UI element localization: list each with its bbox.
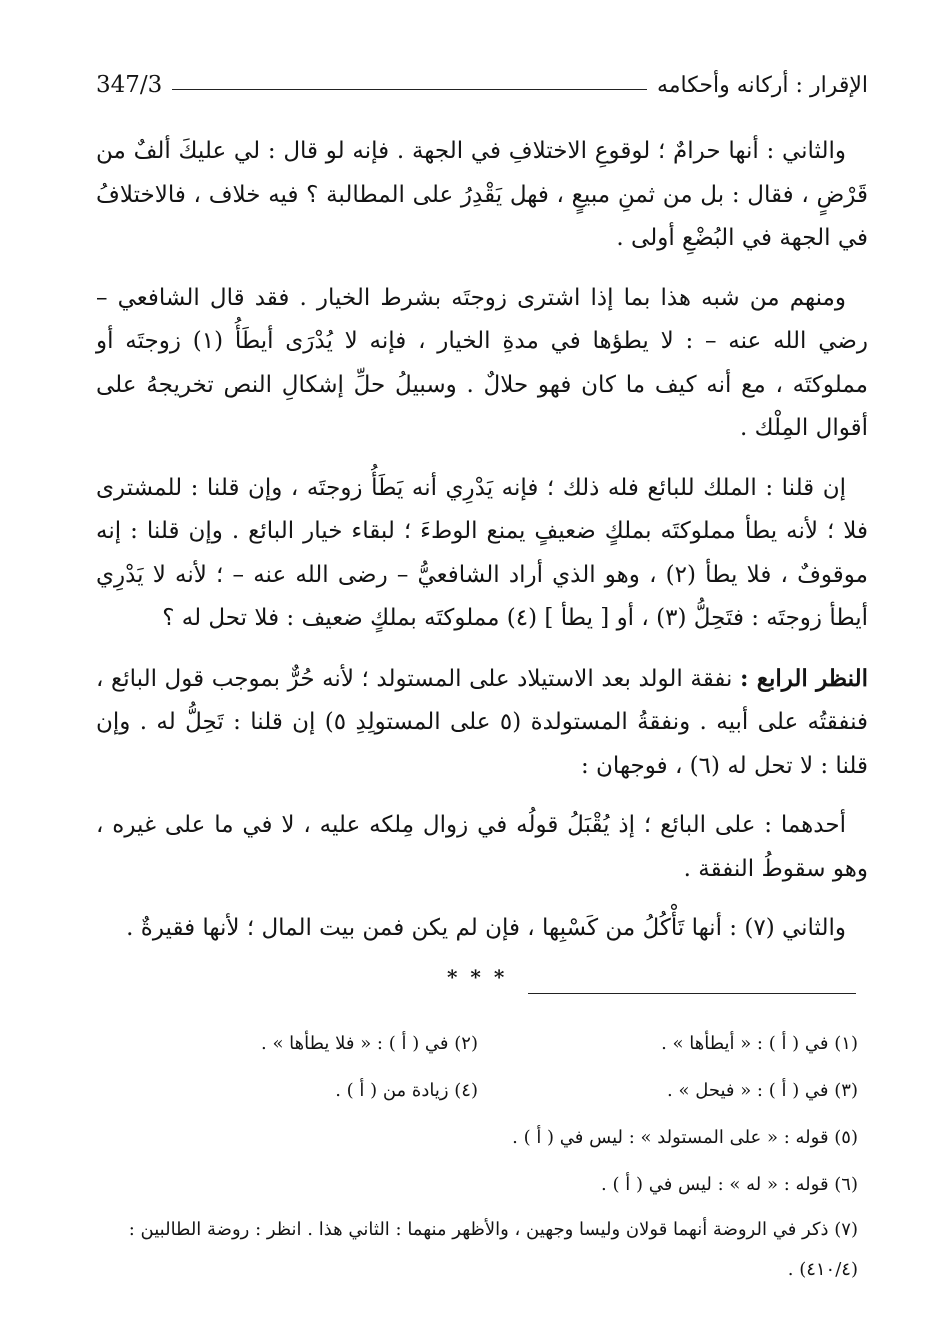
footnote-2: (٢) في ( أ ) : « فلا يطأها » . [261, 1032, 478, 1054]
footnote-6: (٦) قوله : « له » : ليس في ( أ ) . [601, 1173, 858, 1195]
footnote-4: (٤) زيادة من ( أ ) . [335, 1079, 478, 1101]
section-heading: النظر الرابع : [739, 664, 868, 692]
main-text [96, 130, 868, 967]
paragraph-3: إن قلنا : الملك للبائع فله ذلك ؛ فإنه يَدْرِي أنه يَطَأُ زوجتَه ، وإن قلنا : للمشترى فلا ؛ لأنه يطأ مملوكتَه بملكٍ ضعيفٍ يمنع الوطءَ ؛ لبقاء خيار البائع . وإن قلنا : إنه موقوفٌ ، فلا يطأ (٢) ، وهو الذي أراد الشافعيُّ – رضى الله عنه – ؛ لأنه لا يَدْرِي أيطأ زوجتَه : فتَحِلُّ (٣) ، أو [ يطأ ] (٤) مملوكتَه بملكٍ ضعيف : فلا تحل له ؟ [96, 474, 868, 631]
footnotes [90, 1020, 858, 1290]
paragraph-2: ومنهم من شبه هذا بما إذا اشترى زوجتَه بشرط الخيار . فقد قال الشافعي – رضي الله عنه – : لا يطؤها في مدةِ الخيار ، فإنه لا يُدْرَى أيطَأُ (١) زوجتَه أو مملوكتَه ، مع أنه كيف ما كان فهو حلالٌ . وسبيلُ حلِّ إشكالِ النص تخريجهُ على أقوال المِلْك . [96, 284, 868, 441]
paragraph-6: والثاني (٧) : أنها تَأْكُلُ من كَسْبِها ، فإن لم يكن فمن بيت المال ؛ لأنها فقيرةٌ . [126, 915, 846, 941]
running-title: الإقرار : أركانه وأحكامه [656, 72, 868, 98]
paragraph-4-text: نفقة الولد بعد الاستيلاد على المستولد ؛ لأنه حُرٌّ بموجب قول البائع ، فنفقتُه على أبيه . ونفقةُ المستولدة (٥ على المستولِدِ ٥) إن قلنا : تَحِلُّ له . وإن قلنا : لا تحل له (٦) ، فوجهان : [96, 665, 868, 779]
footnote-rule [528, 993, 856, 994]
paragraph-1: والثاني : أنها حرامٌ ؛ لوقوعِ الاختلافِ في الجهة . فإنه لو قال : لي عليكَ ألفٌ من قَرْضٍ ، فقال : بل من ثمنِ مبيعٍ ، فهل يَقْدِرُ على المطالبة ؟ فيه خلاف ، فالاختلافُ في الجهة في البُضْعِ أولى . [96, 138, 868, 251]
paragraph-5: أحدهما : على البائع ؛ إذ يُقْبَلُ قولُه في زوال مِلكه عليه ، لا في ما على غيره ، وهو سقوطُ النفقة . [96, 812, 868, 882]
footnote-row [90, 1020, 858, 1067]
page-number: 347/3 [96, 72, 163, 98]
footnote-3: (٣) في ( أ ) : « فيحل » . [667, 1079, 858, 1101]
footnote-5: (٥) قوله : « على المستولد » : ليس في ( أ ) . [512, 1126, 858, 1148]
header-rule [172, 89, 647, 90]
section-separator: * * * [447, 965, 508, 989]
footnote-7: (٧) ذكر في الروضة أنهما قولان وليسا وجهين ، والأظهر منهما : الثاني هذا . انظر : روضة الطالبين : (٤١٠/٤) . [128, 1219, 858, 1280]
paragraph-4 [96, 657, 868, 789]
footnote-row [90, 1067, 858, 1114]
page-header [96, 68, 868, 102]
footnote-1: (١) في ( أ ) : « أيطأها » . [661, 1032, 858, 1054]
